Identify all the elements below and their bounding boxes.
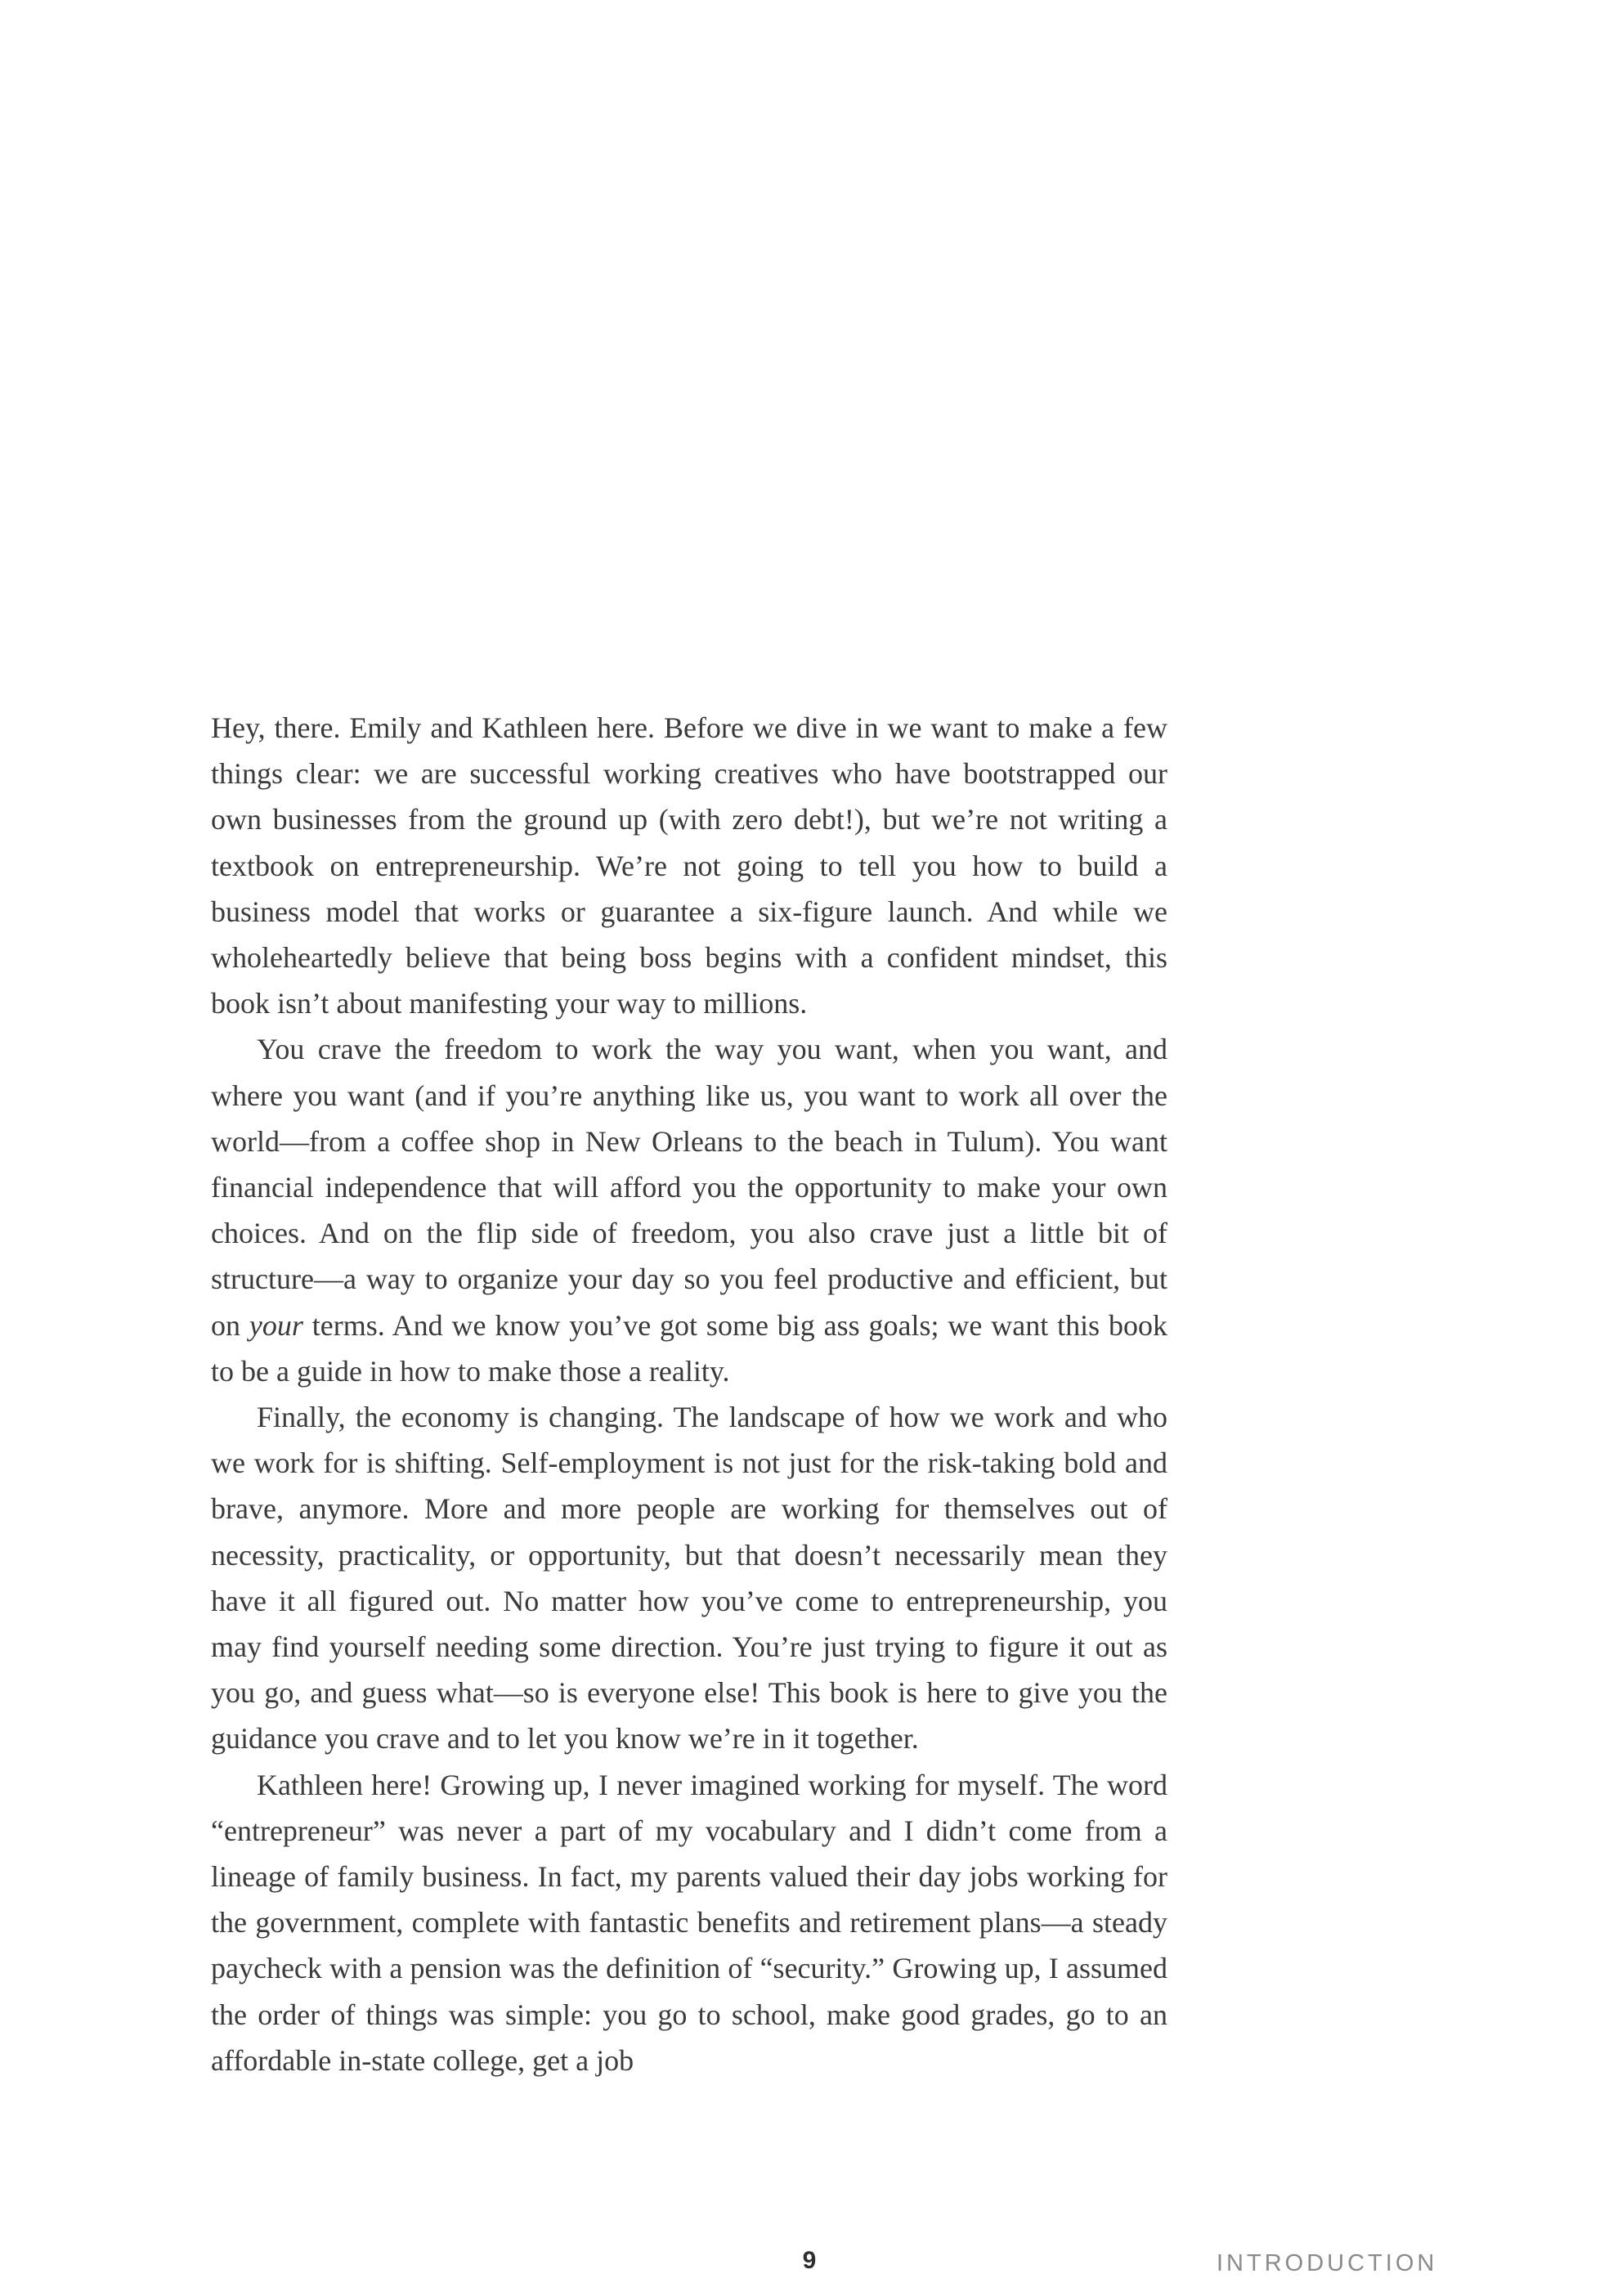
section-title: INTRODUCTION	[1216, 2250, 1438, 2276]
paragraph-freedom-text: You crave the freedom to work the way you want, when you want, and where you want (and if you’re anything like us, you want to work all over the world—from a coffee shop in New Orleans to the beach in Tulum). You want financial independence that will afford you the opportunity to make your own choices. And on the flip side of freedom, you also crave just a little bit of structure—a way to organize your day so you feel productive and efficient, but on	[211, 1033, 1167, 1342]
page-number: 9	[802, 2247, 817, 2274]
paragraph-freedom-tail: terms. And we know you’ve got some big ass goals; we want this book to be a guide in how to make those a reality.	[211, 1308, 1167, 1388]
paragraph-intro: Hey, there. Emily and Kathleen here. Before we dive in we want to make a few things clear: we are successful working creatives who have bootstrapped our own businesses from the ground up (with zero debt!), but we’re not writing a textbook on entrepreneurship. We’re not going to tell you how to build a business model that works or guarantee a six-figure launch. And while we wholeheartedly believe that being boss begins with a confident mindset, this book isn’t about manifesting your way to millions.	[211, 711, 1167, 1020]
paragraph-kathleen: Kathleen here! Growing up, I never imagined working for myself. The word “entrepreneur” was never a part of my vocabulary and I didn’t come from a lineage of family business. In fact, my parents valued their day jobs working for the government, complete with fantastic benefits and retirement plans—a steady paycheck with a pension was the definition of “security.” Growing up, I assumed the order of things was simple: you go to school, make good grades, go to an affordable in-state college, get a job	[211, 1768, 1167, 2077]
paragraph-freedom	[211, 1026, 1167, 1394]
body-text	[211, 705, 1167, 2083]
paragraph-economy: Finally, the economy is changing. The landscape of how we work and who we work for is shifting. Self-employment is not just for the risk-taking bold and brave, anymore. More and more people are working for themselves out of necessity, practicality, or opportunity, but that doesn’t necessarily mean they have it all figured out. No matter how you’ve come to entrepreneurship, you may find yourself needing some direction. You’re just trying to figure it out as you go, and guess what—so is everyone else! This book is here to give you the guidance you crave and to let you know we’re in it together.	[211, 1401, 1167, 1756]
emphasis-your: your	[249, 1308, 303, 1342]
